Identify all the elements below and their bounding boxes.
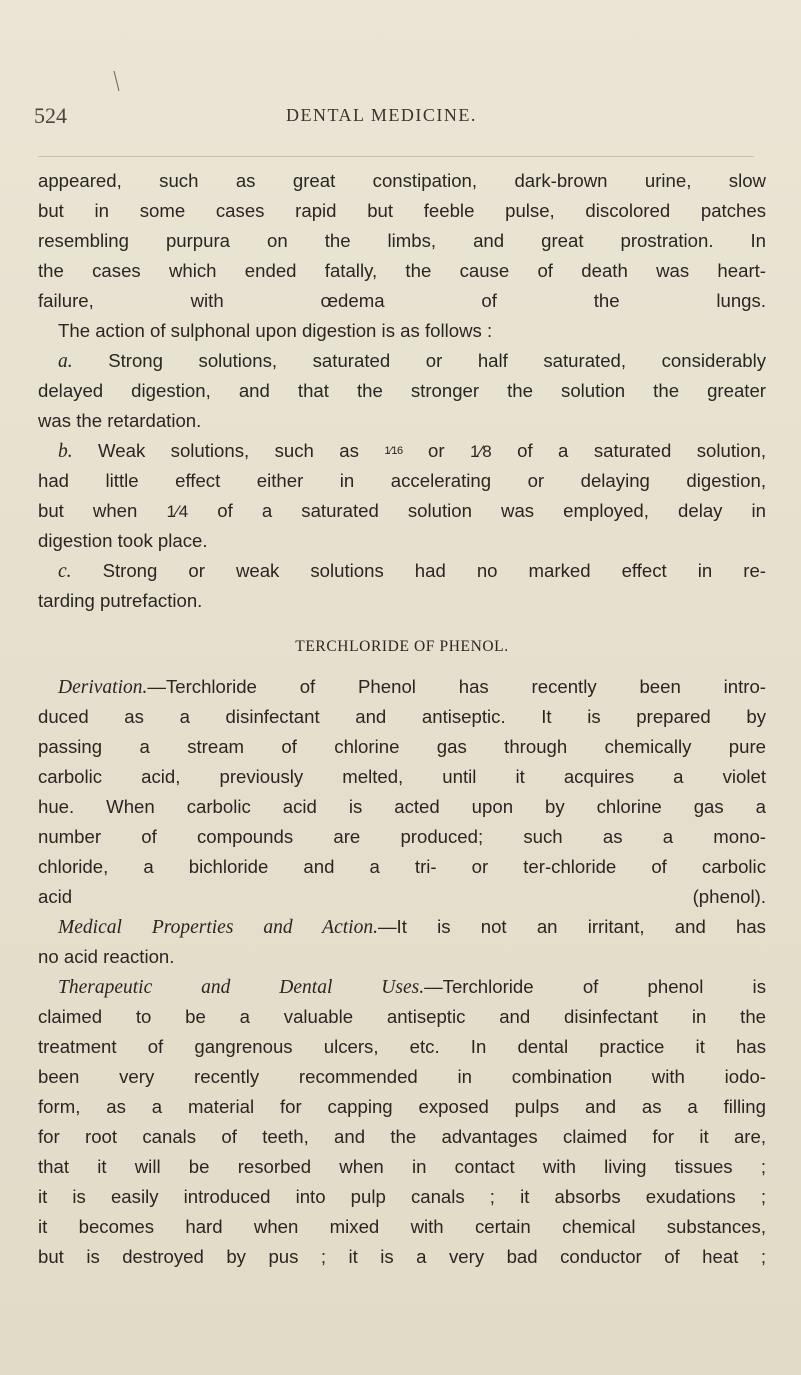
text-line: treatment of gangrenous ulcers, etc. In dental practice it has (38, 1036, 766, 1057)
running-head: DENTAL MEDICINE. (286, 105, 477, 125)
run-in-heading: Derivation. (58, 677, 148, 698)
list-item-c: c. Strong or weak solutions had no marked effect in re- (58, 560, 766, 582)
text-line: for root canals of teeth, and the advantages claimed for it are, (38, 1126, 766, 1147)
text-line: been very recently recommended in combination with iodo- (38, 1066, 766, 1087)
fraction: 1⁄8 (469, 442, 492, 461)
text-line: it is easily introduced into pulp canals ; it absorbs exudations ; (38, 1186, 766, 1207)
therapeutic-paragraph: Therapeutic and Dental Uses.—Terchloride of phenol is (58, 976, 766, 998)
text-line: delayed digestion, and that the stronger the solution the greater (38, 380, 766, 401)
text-line: appeared, such as great constipation, dark-brown urine, slow (38, 170, 766, 191)
item-marker: c. (58, 561, 72, 582)
run-in-heading: Therapeutic and Dental Uses. (58, 977, 425, 998)
text-line: carbolic acid, previously melted, until it acquires a violet (38, 766, 766, 787)
run-in-heading: Medical Properties and Action. (58, 917, 378, 938)
text-line: acid (phenol). (38, 886, 766, 907)
text-line: it becomes hard when mixed with certain chemical substances, (38, 1216, 766, 1237)
text-line: passing a stream of chlorine gas through chemically pure (38, 736, 766, 757)
fraction: 1⁄16 (384, 445, 403, 457)
page-header (34, 103, 754, 139)
text-line: failure, with œdema of the lungs. (38, 290, 766, 311)
text-line: no acid reaction. (38, 946, 175, 967)
body-text (38, 166, 766, 1272)
list-item-a: a. Strong solutions, saturated or half saturated, considerably (58, 350, 766, 372)
item-marker: b. (58, 441, 73, 462)
text-line: tarding putrefaction. (38, 590, 203, 611)
text-line: resembling purpura on the limbs, and great prostration. In (38, 230, 766, 251)
fraction: 1⁄4 (166, 502, 189, 521)
pencil-mark (113, 70, 121, 92)
text-line: hue. When carbolic acid is acted upon by chlorine gas a (38, 796, 766, 817)
text-line: The action of sulphonal upon digestion is as follows : (58, 320, 493, 341)
text-line: number of compounds are produced; such as a mono- (38, 826, 766, 847)
text-line: chloride, a bichloride and a tri- or ter-chloride of carbolic (38, 856, 766, 877)
text-line: was the retardation. (38, 410, 202, 431)
item-marker: a. (58, 351, 73, 372)
text-line: had little effect either in accelerating or delaying digestion, (38, 470, 766, 491)
text-line: claimed to be a valuable antiseptic and disinfectant in the (38, 1006, 766, 1027)
text-line: duced as a disinfectant and antiseptic. It is prepared by (38, 706, 766, 727)
text-line: that it will be resorbed when in contact with living tissues ; (38, 1156, 766, 1177)
text-line: digestion took place. (38, 530, 208, 551)
text-line: but in some cases rapid but feeble pulse, discolored patches (38, 200, 766, 221)
section-heading: TERCHLORIDE OF PHENOL. (295, 638, 509, 655)
header-rule (38, 156, 754, 157)
page-number: 524 (34, 103, 67, 128)
list-item-b: b. Weak solutions, such as 1⁄16 or 1⁄8 of a saturated solution, (38, 436, 766, 466)
text-line: but when 1⁄4 of a saturated solution was employed, delay in (38, 500, 767, 521)
text-line: the cases which ended fatally, the cause of death was heart- (38, 260, 766, 281)
properties-paragraph: Medical Properties and Action.—It is not an irritant, and has (58, 916, 766, 938)
derivation-paragraph: Derivation.—Terchloride of Phenol has recently been intro- (58, 676, 766, 698)
text-line: form, as a material for capping exposed pulps and as a filling (38, 1096, 766, 1117)
text-line: but is destroyed by pus ; it is a very bad conductor of heat ; (38, 1246, 766, 1267)
